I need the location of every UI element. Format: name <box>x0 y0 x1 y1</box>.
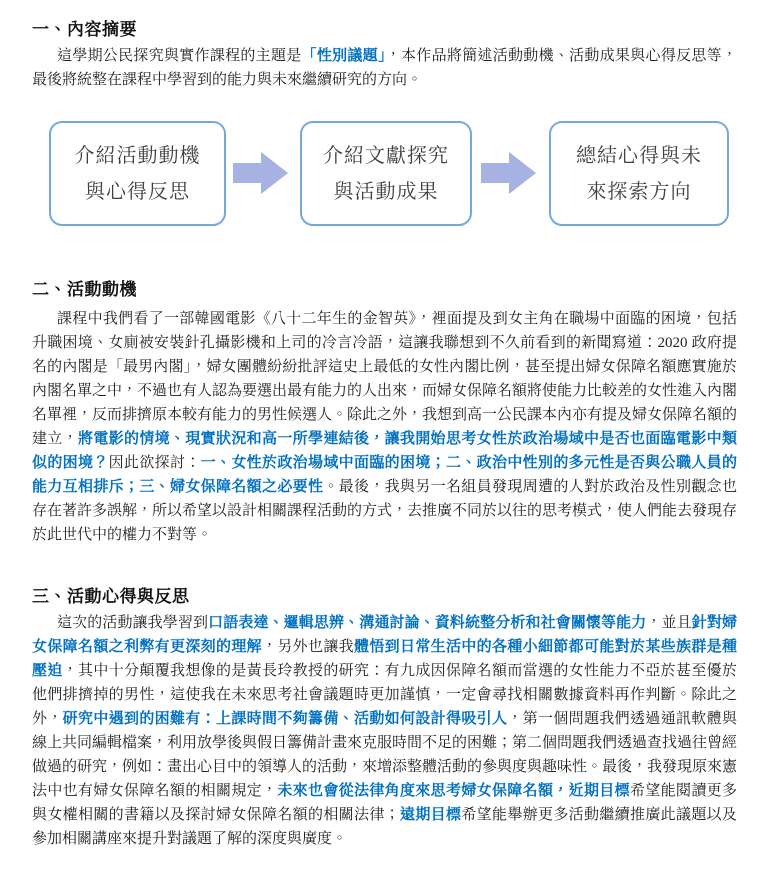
flow-box-literature <box>300 121 472 226</box>
body-text: 因此欲探討： <box>108 455 201 471</box>
emphasis-text: 一、女性於政治場域中面臨的困境；二、政治中性別的多元性是否與公職人員的能力互相排斥；三、婦女保障名額之必要性 <box>32 455 737 495</box>
section-heading-summary: 一、內容摘要 <box>32 20 137 39</box>
emphasis-text: 「性別議題」 <box>301 48 386 64</box>
section-heading-reflection: 三、活動心得與反思 <box>32 587 190 606</box>
summary-paragraph <box>32 44 737 92</box>
body-text: ，本作品將簡述活動動機、活動成果與心得反思等，最後將統整在課程中學習到的能力與未來繼續研究的方向。 <box>32 48 737 88</box>
body-text: 希望能舉辦更多活動繼續推廣此議題以及參加相關講座來提升對議題了解的深度與廣度。 <box>32 807 737 847</box>
reflection-paragraph <box>32 611 737 851</box>
flow-box-line: 總結心得與未 <box>576 144 702 167</box>
flow-box-line: 來探索方向 <box>586 180 692 203</box>
flow-box-line: 介紹活動動機 <box>74 144 201 167</box>
emphasis-text: 將電影的情境、現實狀況和高一所學連結後，讓我開始思考女性於政治場域中是否也面臨電影中類似的困境？ <box>32 431 737 471</box>
flow-box-motivation <box>49 121 226 226</box>
right-arrow-icon <box>481 151 537 195</box>
section-heading-motivation: 二、活動動機 <box>32 280 137 299</box>
flow-box-conclusion <box>549 121 729 226</box>
body-text: 課程中我們看了一部韓國電影《八十二年生的金智英》，裡面提及到女主角在職場中面臨的困境，包括升職困境、女廁被安裝針孔攝影機和上司的冷言冷語，這讓我聯想到不久前看到的新聞寫道：2020 政府提名的內閣是「最男內閣」，婦女團體紛紛批評這史上最低的女性內閣比例，甚至提出婦女保障名額應實施於內閣名單之中，不過也有人認為要選出最有能力的人出來，而婦女保障名額將使能力比較差的女性進入內閣名單裡，反而排擠原本較有能力的男性候選人。除此之外，我想到高一公民課本內亦有提及婦女保障名額的建立， <box>32 311 738 447</box>
emphasis-text: 遠期目標 <box>399 807 462 823</box>
flow-box-line: 與活動成果 <box>333 180 439 203</box>
process-flowchart <box>0 121 766 227</box>
flow-box-line: 介紹文獻探究 <box>323 144 449 167</box>
body-text: ，並且 <box>646 615 692 631</box>
emphasis-text: 未來也會從法律角度來思考婦女保障名額， <box>277 783 569 799</box>
motivation-paragraph <box>32 307 737 547</box>
body-text: 這次的活動讓我學習到 <box>57 615 209 631</box>
emphasis-text: 口語表達、邏輯思辨、溝通討論、資料統整分析和社會關懷等能力 <box>208 615 647 631</box>
body-text: 這學期公民探究與實作課程的主題是 <box>57 48 302 64</box>
emphasis-text: 針對婦女保障名額之利弊有更深刻的理解 <box>32 615 737 655</box>
body-text: 。最後，我與另一名組員發現周遭的人對於政治及性別觀念也存在著許多誤解，所以希望以設計相關課程活動的方式，去推廣不同於以往的思考模式，使人們能去發現存於此世代中的權力不對等。 <box>32 479 738 543</box>
body-text: ，第一個問題我們透過通訊軟體與線上共同編輯檔案，利用放學後與假日籌備計畫來克服時間不足的困難；第二個問題我們透過查找過往曾經做過的研究，例如：畫出心目中的領導人的活動，來增添整體活動的參與度與趣味性。最後，我發現原來憲法中也有婦女保障名額的相關規定， <box>32 711 738 799</box>
body-text: ，另外也讓我 <box>262 639 354 655</box>
right-arrow-icon <box>233 151 289 195</box>
emphasis-text: 研究中遇到的困難有：上課時間不夠籌備、活動如何設計得吸引人 <box>62 711 508 727</box>
body-text: ，其中十分顛覆我想像的是黃長玲教授的研究：有九成因保障名額而當選的女性能力不亞於甚至優於他們排擠掉的男性，這使我在未來思考社會議題時更加謹慎，一定會尋找相關數據資料再作判斷。除此之外， <box>32 663 737 727</box>
emphasis-text: 近期目標 <box>568 783 630 799</box>
flow-box-line: 與心得反思 <box>85 180 190 203</box>
emphasis-text: 體悟到日常生活中的各種小細節都可能對於某些族群是種壓迫 <box>32 639 737 679</box>
body-text: 希望能閱讀更多與女權相關的書籍以及探討婦女保障名額的相關法律； <box>32 783 737 823</box>
